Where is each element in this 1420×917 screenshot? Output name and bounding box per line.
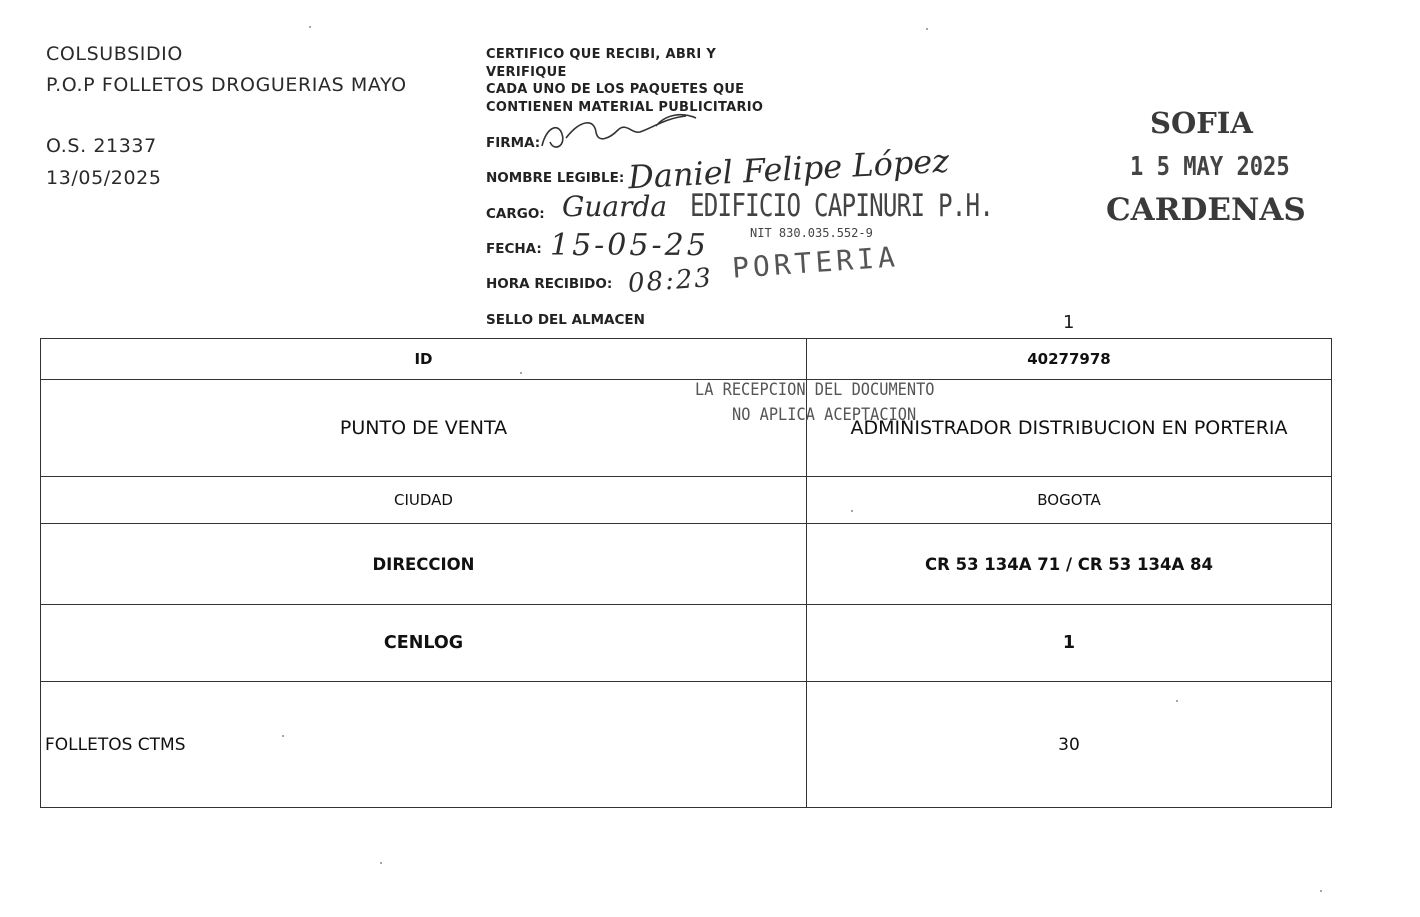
row-value-direccion: CR 53 134A 71 / CR 53 134A 84 [807,524,1332,605]
table-row [41,477,1332,524]
campaign-title: P.O.P FOLLETOS DROGUERIAS MAYO [46,74,407,96]
fecha-value: 15-05-25 [550,228,709,263]
table-row [41,339,1332,380]
hora-label: HORA RECIBIDO: [486,276,613,292]
row-value-cenlog: 1 [807,605,1332,682]
row-value-folletos: 30 [807,682,1332,808]
stamp-date: 1 5 MAY 2025 [1130,152,1290,182]
building-stamp-sub: PORTERIA [731,240,900,285]
row-label-punto-de-venta: PUNTO DE VENTA [41,380,807,477]
building-stamp-nit: NIT 830.035.552-9 [750,226,873,240]
scan-speck [309,26,311,28]
firma-label: FIRMA: [486,135,541,151]
document-date: 13/05/2025 [46,167,162,189]
row-value-id: 40277978 [807,339,1332,380]
sello-label: SELLO DEL ALMACEN [486,312,645,328]
certificate-line: CONTIENEN MATERIAL PUBLICITARIO [486,99,764,115]
row-label-id: ID [41,339,807,380]
stamp-bottom: CARDENAS [1106,192,1306,228]
page-number: 1 [1063,312,1075,333]
row-label-ciudad: CIUDAD [41,477,807,524]
order-number: O.S. 21337 [46,135,157,157]
table-row [41,524,1332,605]
row-value-punto-de-venta: ADMINISTRADOR DISTRIBUCION EN PORTERIA [807,380,1332,477]
certificate-line: VERIFIQUE [486,64,567,80]
disclaimer-stamp-line2: NO APLICA ACEPTACION [732,405,917,425]
nombre-value: Daniel Felipe López [627,141,950,197]
nombre-label: NOMBRE LEGIBLE: [486,170,625,186]
table-row [41,380,1332,477]
certificate-text [486,46,763,116]
row-label-cenlog: CENLOG [41,605,807,682]
table-row [41,605,1332,682]
company-name: COLSUBSIDIO [46,43,183,65]
disclaimer-stamp-line1: LA RECEPCION DEL DOCUMENTO [695,380,935,400]
scan-speck [380,862,382,864]
stamp-top: SOFIA [1150,106,1253,140]
signature-icon [536,108,706,158]
scan-speck [282,735,284,737]
row-value-ciudad: BOGOTA [807,477,1332,524]
table-row [41,682,1332,808]
cargo-value: Guarda [562,190,668,223]
hora-value: 08:23 [627,263,714,299]
certificate-line: CERTIFICO QUE RECIBI, ABRI Y [486,47,717,62]
row-label-folletos: FOLLETOS CTMS [41,682,807,808]
scan-speck [926,28,928,30]
cargo-label: CARGO: [486,206,545,222]
fecha-label: FECHA: [486,241,542,257]
scan-speck [520,372,522,374]
scan-speck [851,510,853,512]
row-label-direccion: DIRECCION [41,524,807,605]
building-stamp-name: EDIFICIO CAPINURI P.H. [690,188,994,224]
certificate-line: CADA UNO DE LOS PAQUETES QUE [486,82,745,97]
scan-speck [1320,890,1322,892]
scan-speck [1176,700,1178,702]
delivery-table [40,338,1332,808]
